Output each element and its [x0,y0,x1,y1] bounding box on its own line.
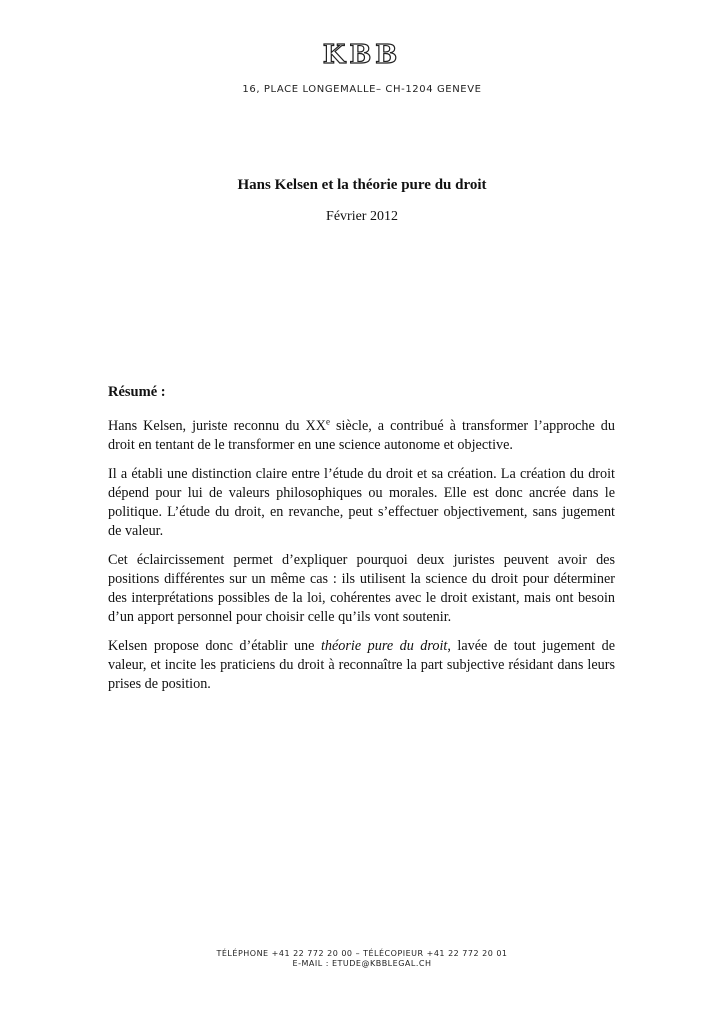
paragraph-1-start: Hans Kelsen, juriste reconnu du XX [108,418,326,434]
paragraph-1-end: siècle, a contribué à transformer l’approche du droit en tentant de le transformer en une science autonome et objective. [108,418,615,453]
firm-logo: KBB [322,40,402,70]
paragraph-4-start: Kelsen propose donc d’établir une [108,638,321,654]
summary-heading: Résumé : [108,384,166,400]
document-title: Hans Kelsen et la théorie pure du droit [237,177,487,193]
theory-name-italic: théorie pure du droit [320,638,448,654]
paragraph-3: Cet éclaircissement permet d’expliquer pourquoi deux juristes peuvent avoir des positions différentes sur un même cas : ils utilisent la science du droit pour déterminer des interprétations possibles de la loi, cohérentes avec le droit existant, mais ont besoin d’un apport personnel pour choisir celle qu’ils vont soutenir. [108,552,615,625]
paragraph-4 [108,637,615,694]
century-superscript: e [325,416,330,427]
document-date: Février 2012 [326,209,398,224]
firm-address: 16, PLACE LONGEMALLE– CH-1204 GENEVE [242,84,482,95]
paragraph-1 [108,417,615,455]
paragraph-4-end: , lavée de tout jugement de valeur, et incite les praticiens du droit à reconnaître la part subjective résidant dans leurs prises de position. [108,638,616,692]
paragraph-2: Il a établi une distinction claire entre l’étude du droit et sa création. La création du droit dépend pour lui de valeurs philosophiques ou morales. Elle est donc ancrée dans le politique. L’étude du droit, en revanche, peut s’effectuer objectivement, sans jugement de valeur. [108,466,615,539]
page-footer [0,949,724,969]
document-body [108,383,615,704]
footer-email: E-MAIL : ETUDE@KBBLEGAL.CH [292,959,432,968]
footer-phone-fax: TÉLÉPHONE +41 22 772 20 00 – TÉLÉCOPIEUR +41 22 772 20 01 [216,949,508,958]
